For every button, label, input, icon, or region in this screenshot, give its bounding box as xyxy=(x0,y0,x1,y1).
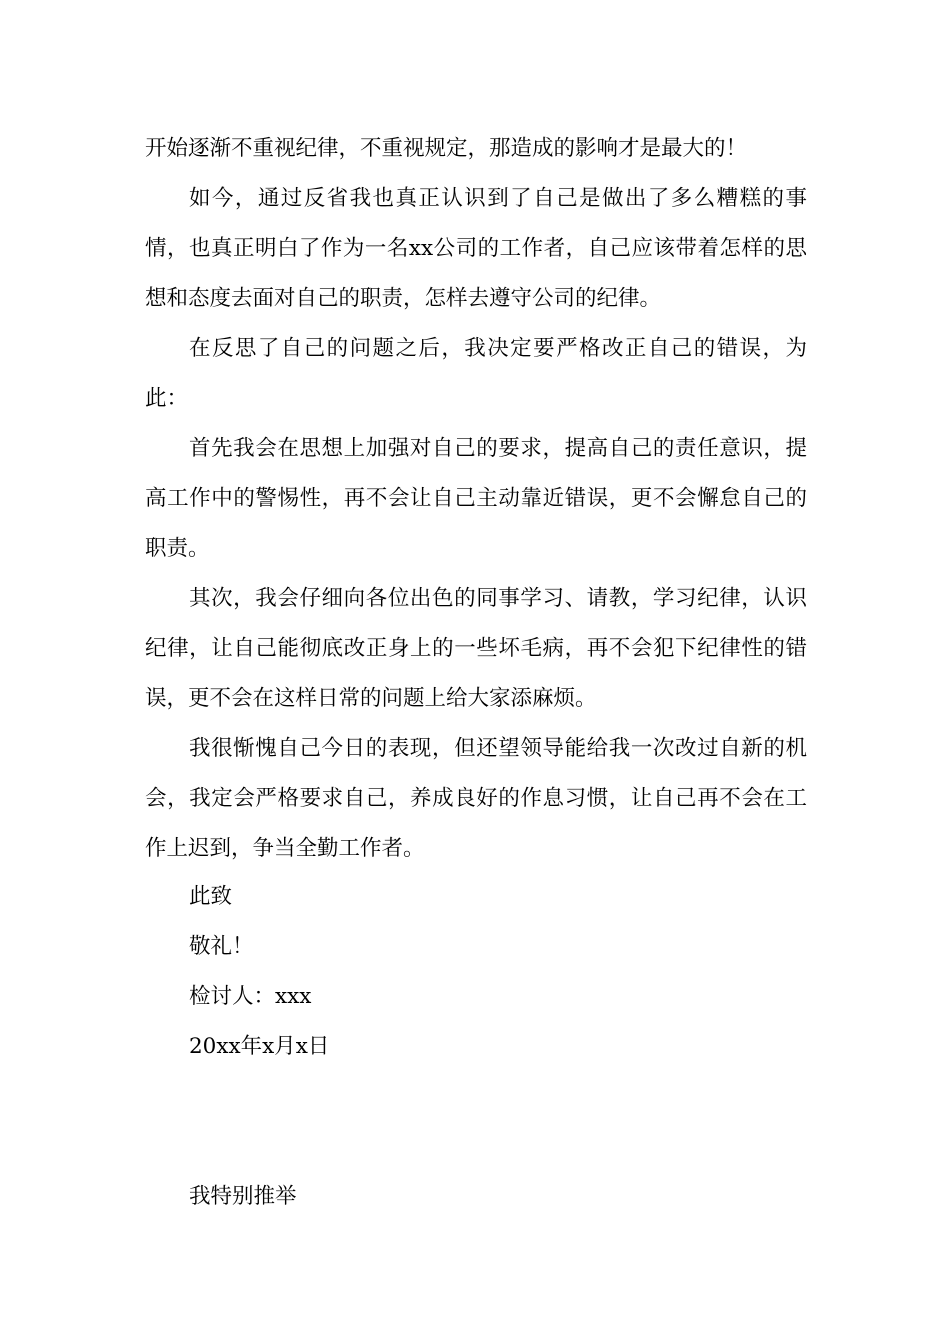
closing-respect: 敬礼！ xyxy=(189,934,254,959)
paragraph-second-measure: 其次，我会仔细向各位出色的同事学习、请教，学习纪律，认识纪律，让自己能彻底改正身上的一些坏毛病，再不会犯下纪律性的错误，更不会在这样日常的问题上给大家添麻烦。 xyxy=(145,586,807,711)
paragraph-continuation: 开始逐渐不重视纪律，不重视规定，那造成的影响才是最大的！ xyxy=(145,136,748,161)
closing-signer: 检讨人：xxx xyxy=(189,984,312,1009)
paragraph-decision: 在反思了自己的问题之后，我决定要严格改正自己的错误，为此： xyxy=(145,336,807,411)
closing-date: 20xx年x月x日 xyxy=(189,1034,330,1059)
paragraph-first-measure: 首先我会在思想上加强对自己的要求，提高自己的责任意识，提高工作中的警惕性，再不会让自己主动靠近错误，更不会懈怠自己的职责。 xyxy=(145,436,807,561)
closing-salutation: 此致 xyxy=(189,884,233,909)
letter-body xyxy=(145,124,807,874)
paragraph-apology: 我很惭愧自己今日的表现，但还望领导能给我一次改过自新的机会，我定会严格要求自己，养成良好的作息习惯，让自己再不会在工作上迟到，争当全勤工作者。 xyxy=(145,736,807,861)
footer-recommendation: 我特别推举 xyxy=(189,1184,297,1209)
paragraph-reflection: 如今，通过反省我也真正认识到了自己是做出了多么糟糕的事情，也真正明白了作为一名xx公司的工作者，自己应该带着怎样的思想和态度去面对自己的职责，怎样去遵守公司的纪律。 xyxy=(145,186,807,311)
letter-closing xyxy=(189,872,329,1072)
